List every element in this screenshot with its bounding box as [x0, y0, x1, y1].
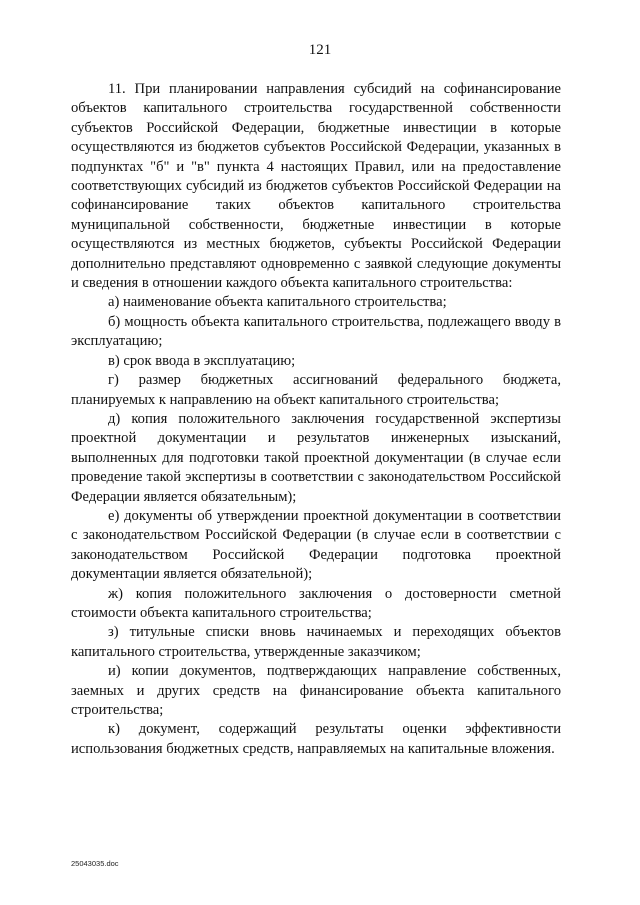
list-item-g: г) размер бюджетных ассигнований федерального бюджета, планируемых к направлению на объект капитального строительства; [71, 372, 561, 408]
list-item-e: е) документы об утверждении проектной документации в соответствии с законодательством Российской Федерации (в случае если в соответствии с законодательством Российской Федерации подготовка проектной документации является обязательной); [71, 507, 561, 583]
list-item-z: з) титульные списки вновь начинаемых и переходящих объектов капитального строительства, утвержденные заказчиком; [71, 624, 561, 660]
page-number: 121 [308, 42, 332, 58]
list-item-b: б) мощность объекта капитального строительства, подлежащего вводу в эксплуатацию; [71, 313, 561, 350]
list-item-v: в) срок ввода в эксплуатацию; [108, 352, 296, 369]
paragraph-11-intro: 11. При планировании направления субсидий на софинансирование объектов капитального строительства государственной собственности субъектов Российской Федерации, бюджетные инвестиции в которые осуществляются из бюджетов субъектов Российской Федерации, указанных в подпунктах "б" и "в" пункта 4 настоящих Правил, или на предоставление соответствующих субсидий из бюджетов субъектов Российской Федерации на софинансирование таких объектов капитального строительства муниципальной собственности, бюджетные инвестиции в которые осуществляются из местных бюджетов, субъекты Российской Федерации дополнительно представляют одновременно с заявкой следующие документы и сведения в отношении каждого объекта капитального строительства: [71, 81, 561, 292]
list-item-zh: ж) копия положительного заключения о достоверности сметной стоимости объекта капитального строительства; [71, 585, 561, 621]
document-body [71, 80, 561, 759]
list-item-d: д) копия положительного заключения государственной экспертизы проектной документации и результатов инженерных изысканий, выполненных для подготовки такой проектной документации (в случае если проведение такой экспертизы в соответствии с законодательством Российской Федерации является обязательным); [71, 410, 561, 505]
list-item-i: и) копии документов, подтверждающих направление собственных, заемных и других средств на финансирование объекта капитального строительства; [71, 663, 561, 718]
list-item-a: а) наименование объекта капитального строительства; [108, 294, 447, 311]
footer-filename: 25043035.doc [71, 859, 119, 868]
list-item-k: к) документ, содержащий результаты оценки эффективности использования бюджетных средств, направляемых на капитальные вложения. [71, 721, 561, 757]
